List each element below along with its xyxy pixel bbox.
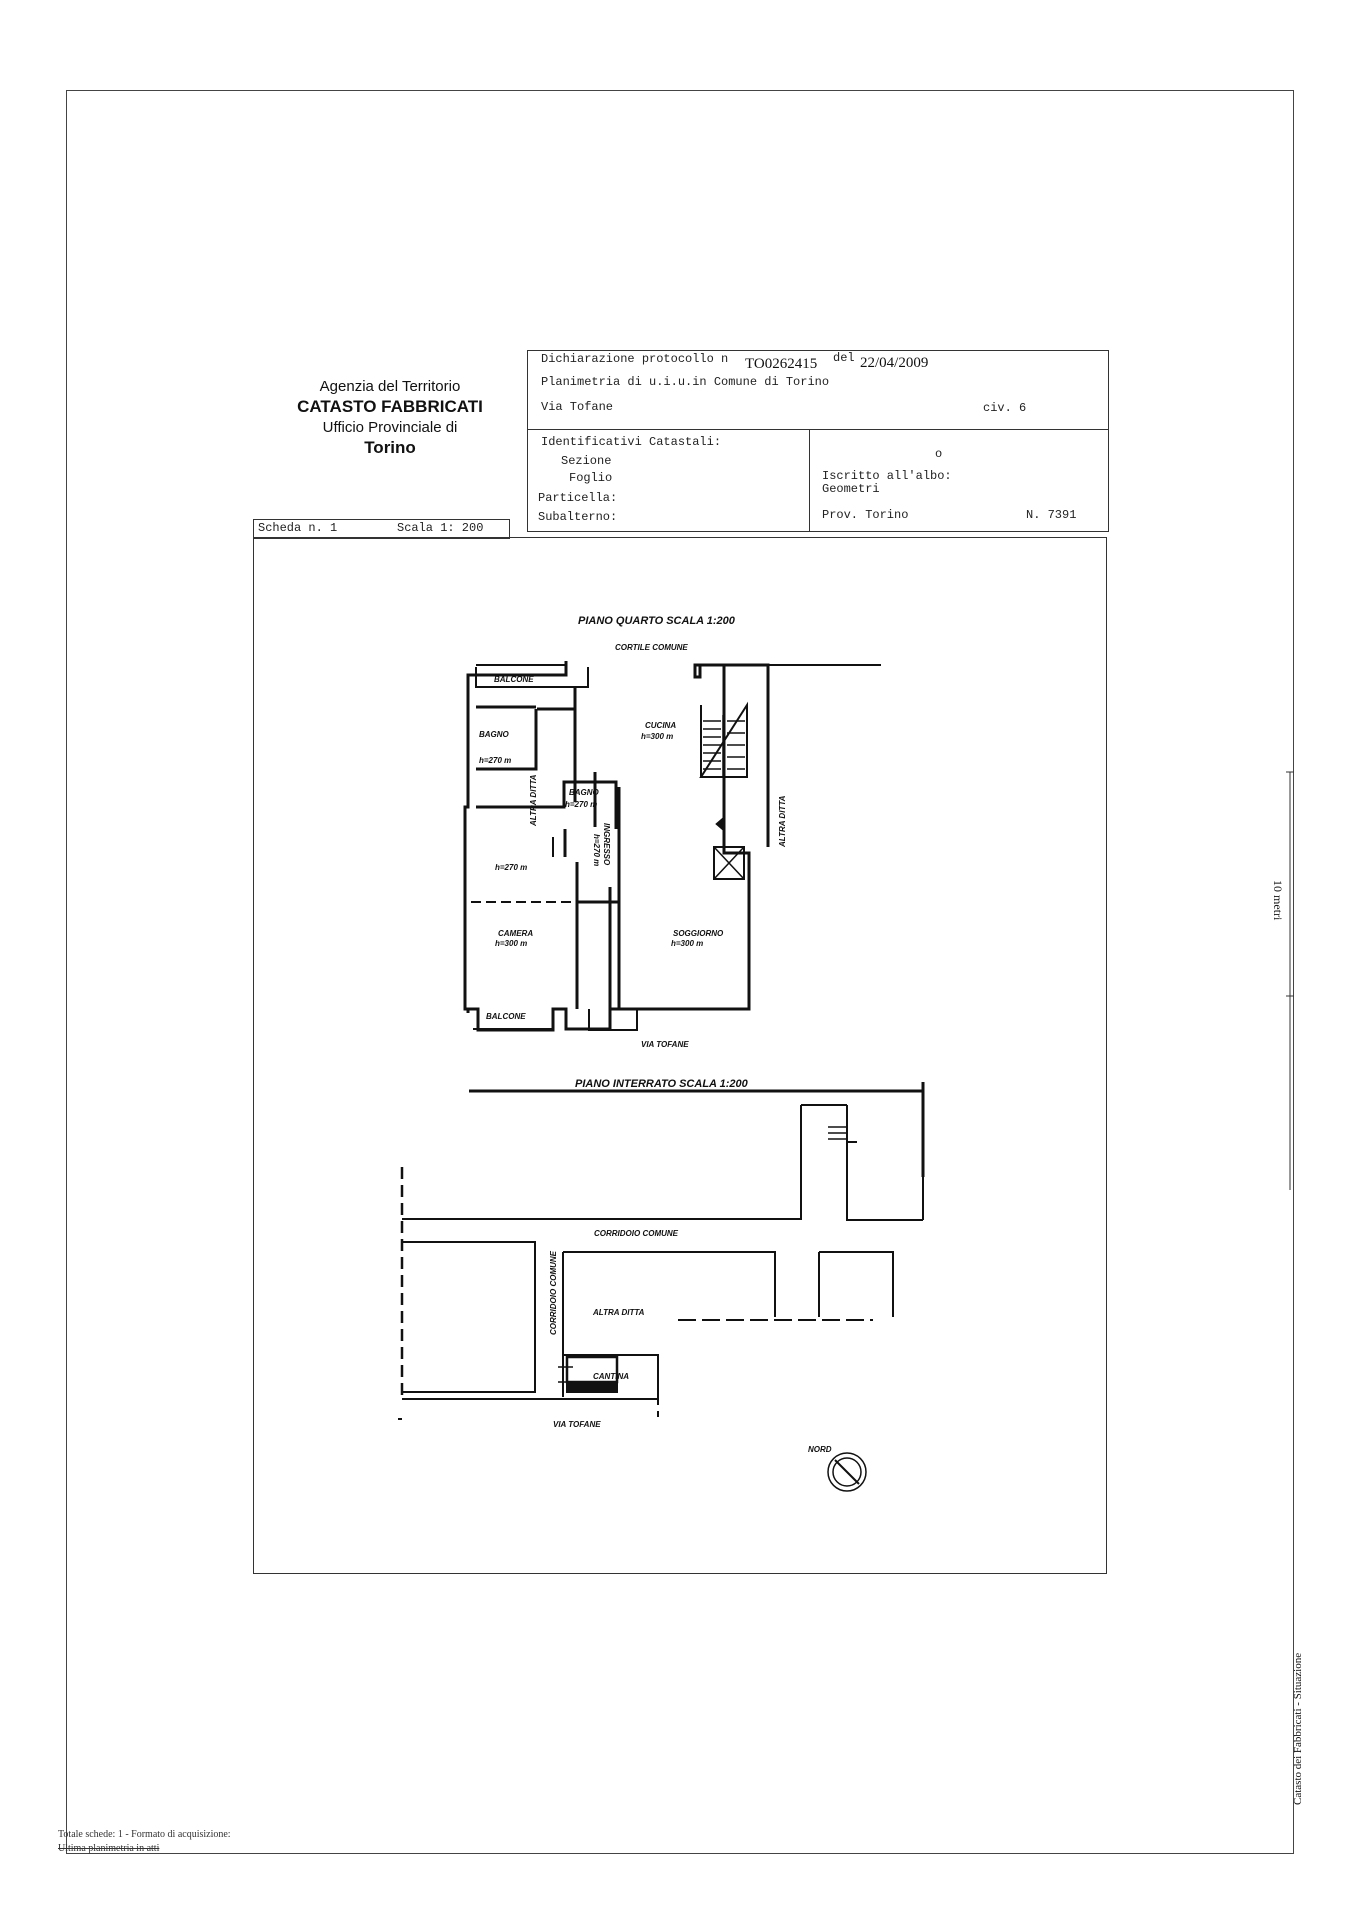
- footer-totale-schede: Totale schede: 1 - Formato di acquisizione:: [58, 1829, 231, 1840]
- balcone-top-label: BALCONE: [494, 675, 534, 684]
- scale-bar: [1280, 760, 1310, 1260]
- soggiorno-label: SOGGIORNO: [673, 929, 724, 938]
- cantina-label: CANTINA: [593, 1372, 629, 1381]
- floor-plan-drawing: [253, 537, 1105, 1572]
- planimetria-line: Planimetria di u.i.u.in Comune di Torino: [541, 375, 830, 389]
- agency-name: Agenzia del Territorio: [319, 378, 461, 395]
- footer-ultima-planimetria: Ultima planimetria in atti: [58, 1843, 160, 1854]
- scheda-number: Scheda n. 1: [258, 521, 338, 535]
- interrato-floor-plan: [398, 1082, 923, 1491]
- cucina-label: CUCINA: [645, 721, 677, 730]
- balcone-bottom-label: BALCONE: [486, 1012, 526, 1021]
- corridoio-label: CORRIDOIO COMUNE: [594, 1229, 678, 1238]
- svg-text:PIANO QUARTO SCALA 1:200: [578, 615, 736, 627]
- provincia-label: Prov. Torino: [822, 508, 909, 522]
- via-quarto-label: VIA TOFANE: [641, 1040, 689, 1049]
- cortile-label: CORTILE COMUNE: [615, 643, 688, 652]
- bagno-1-label: BAGNO: [479, 730, 509, 739]
- altra-ditta-label: ALTRA DITTA: [593, 1308, 645, 1317]
- nord-label: NORD: [808, 1445, 832, 1454]
- ufficio-city: Torino: [364, 438, 416, 457]
- bagno-2-height: h=270 m: [565, 800, 598, 809]
- header-divider: [527, 429, 1109, 430]
- particella-label: Particella:: [538, 491, 618, 505]
- ufficio-label: Ufficio Provinciale di: [322, 419, 458, 436]
- bagno-1-height: h=270 m: [479, 756, 512, 765]
- altra-ditta-left: ALTRA DITTA: [529, 774, 538, 826]
- protocol-number: TO0262415: [745, 356, 818, 372]
- ingresso-label: INGRESSO: [602, 823, 611, 866]
- iscritto-label: Iscritto all'albo:: [822, 469, 952, 483]
- foglio-label: Foglio: [569, 471, 613, 485]
- civic-number: civ. 6: [983, 401, 1027, 415]
- ingresso-height: h=270 m: [592, 834, 601, 867]
- albo-value: Geometri: [822, 482, 880, 496]
- del-label: del: [833, 351, 855, 365]
- compilata-fragment: o: [935, 447, 943, 461]
- protocol-label: Dichiarazione protocollo n: [541, 352, 729, 366]
- agency-block: [290, 378, 490, 458]
- bagno-2-label: BAGNO: [569, 788, 599, 797]
- camera-height: h=300 m: [495, 939, 528, 948]
- camera-label: CAMERA: [498, 929, 534, 938]
- quarto-title: PIANO QUARTO SCALA 1:200: [578, 615, 735, 627]
- street-name: Via Tofane: [541, 400, 614, 414]
- vertical-footer: Catasto dei Fabbricati - Situazione: [1292, 1652, 1304, 1805]
- svg-text:PIANO INTERRATO SCALA 1:200: [575, 1078, 749, 1090]
- identificativi-label: Identificativi Catastali:: [541, 435, 722, 449]
- scala-label: Scala 1: 200: [397, 521, 484, 535]
- via-interrato-label: VIA TOFANE: [553, 1420, 601, 1429]
- interrato-title: PIANO INTERRATO SCALA 1:200: [575, 1078, 748, 1090]
- room-height: h=270 m: [495, 863, 528, 872]
- altra-ditta-right: ALTRA DITTA: [778, 795, 787, 847]
- header-column-divider: [809, 429, 810, 531]
- iscrizione-number: N. 7391: [1026, 508, 1077, 522]
- quarto-floor-plan: [465, 661, 881, 1030]
- subalterno-label: Subalterno:: [538, 510, 618, 524]
- scale-bar-label: 10 metri: [1271, 880, 1285, 921]
- sezione-label: Sezione: [561, 454, 612, 468]
- soggiorno-height: h=300 m: [671, 939, 704, 948]
- catasto-title: CATASTO FABBRICATI: [297, 397, 483, 416]
- protocol-date: 22/04/2009: [860, 355, 929, 371]
- corridoio-vertical-label: CORRIDOIO COMUNE: [549, 1251, 558, 1335]
- cucina-height: h=300 m: [641, 732, 674, 741]
